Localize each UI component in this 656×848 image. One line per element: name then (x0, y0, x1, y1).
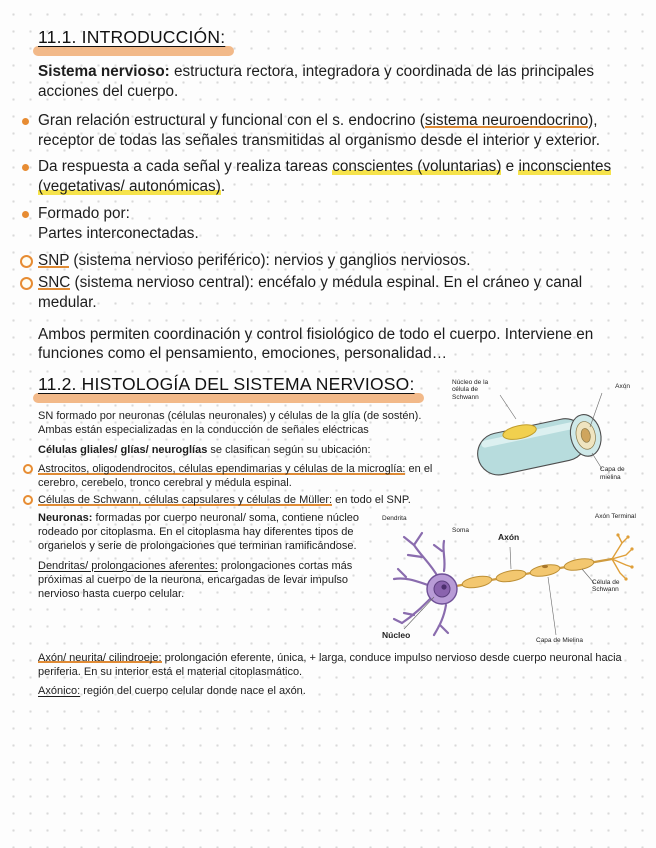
text-run: región del cuerpo celular donde nace el axón. (80, 685, 306, 698)
text-run: prolongación eferente, única, + larga, conduce impulso nervioso desde cuerpo neuronal hacia periferia. En su interior está el material citoplasmático. (38, 651, 622, 679)
axon-paragraph (38, 651, 636, 680)
text-run: e (501, 158, 519, 176)
bold-term: Sistema nervioso: (38, 62, 170, 80)
text-run: (sistema nervioso periférico): nervios y ganglios nerviosos. (69, 251, 471, 269)
circle-bullet-icon (20, 255, 33, 268)
bullet-list (38, 111, 636, 313)
circle-bullet-item (38, 462, 636, 491)
text-run: Formado por: (38, 205, 130, 223)
underlined-term: Astrocitos, oligodendrocitos, células ependimarias y células de la microglía: (38, 462, 406, 475)
bullet-dot-icon (22, 164, 29, 171)
text-run: se clasifican según su ubicación: (207, 443, 371, 456)
figure-label-schwann-nucleus: Núcleo de la célula de Schwann (452, 379, 489, 401)
text-run: en el cerebro, cerebelo, tronco cerebral y médula espinal. (38, 462, 433, 490)
figure-label-axon-terminal: Axón Terminal (594, 512, 636, 520)
text-run: formadas por cuerpo neuronal/ soma, contiene núcleo rodeado por citoplasma. En el citoplasma hay diferentes tipos de organelos y serie de prolongaciones que terminan ramificándose. (38, 511, 360, 553)
underlined-term: sistema neuroendocrino (424, 111, 589, 129)
figure-label-myelin: Capa de mielina (600, 466, 625, 481)
circle-bullet-item (38, 273, 636, 313)
bullet-dot-icon (22, 211, 29, 218)
glia-list (38, 462, 636, 508)
text-run: en todo el SNP. (332, 494, 411, 507)
paragraph: SN formado por neuronas (células neuronales) y células de la glía (de sostén). Ambas están especializadas en la conducción de señales eléctricas (38, 410, 422, 437)
text-run: . (220, 178, 226, 196)
section-heading: 11.1. INTRODUCCIÓN: (38, 27, 226, 47)
underlined-term: Axónico: (38, 685, 81, 698)
axonico-paragraph (38, 684, 636, 698)
bullet-item (38, 157, 636, 197)
figure-label-schwann-cell: Célula de Schwann (592, 578, 620, 594)
section-heading: 11.2. HISTOLOGÍA DEL SISTEMA NERVIOSO: (38, 374, 415, 395)
underlined-term: SNC (38, 273, 71, 291)
bullet-item (38, 204, 636, 244)
bold-term: Células gliales/ glías/ neuroglías (38, 443, 208, 456)
bold-term: Neuronas: (38, 511, 93, 524)
yellow-marked-phrase: inconscientes (vegetativas/ autonómicas) (38, 158, 612, 196)
text-run: Gran relación estructural y funcional con el s. endocrino ( (38, 111, 425, 129)
circle-bullet-icon (20, 277, 33, 290)
underlined-term: Células de Schwann, células capsulares y células de Müller: (38, 494, 333, 507)
figure-label-axon: Axón (498, 531, 520, 542)
neuron-figure (380, 513, 636, 647)
circle-bullet-item (38, 251, 636, 271)
text-run: Da respuesta a cada señal y realiza tareas (38, 158, 333, 176)
underlined-term: SNP (38, 251, 70, 269)
closing-paragraph: Ambos permiten coordinación y control fisiológico de todo el cuerpo. Interviene en funciones como el pensamiento, emociones, personalidad… (38, 325, 594, 363)
figure-label-nucleus: Núcleo (382, 630, 411, 641)
circle-bullet-icon (23, 495, 33, 505)
text-run: estructura rectora, integradora y coordinada de las principales acciones del cuerpo. (38, 62, 595, 100)
figure-label-soma: Soma (452, 526, 469, 534)
section-heading-wrap (38, 26, 636, 49)
figure-label-myelin: Capa de Mielina (536, 637, 583, 645)
yellow-marked-phrase: conscientes (voluntarias) (332, 158, 502, 176)
text-run: ), receptor de todas las señales transmitidas al organismo desde el interior y exterior. (38, 111, 601, 149)
bullet-item (38, 111, 636, 151)
figure-label-axon: Axón (615, 383, 630, 390)
bullet-dot-icon (22, 118, 29, 125)
intro-paragraph (38, 62, 636, 102)
section-introduccion (38, 26, 636, 364)
text-run: prolongaciones cortas más próximas al cuerpo de la neurona, encargadas de levar impulso nervioso hasta cuerpo celular. (38, 559, 353, 601)
underlined-term: Axón/ neurita/ cilindroeje: (38, 651, 162, 664)
circle-bullet-icon (23, 464, 33, 474)
circle-bullet-item (38, 493, 636, 507)
underlined-term: Dendritas/ prolongaciones aferentes: (38, 559, 218, 572)
text-run: (sistema nervioso central): encéfalo y médula espinal. En el cráneo y canal medular. (38, 273, 583, 311)
figure-label-dendrite: Dendrita (382, 514, 407, 522)
section-histologia (38, 373, 636, 698)
text-run: Partes interconectadas. (38, 225, 199, 242)
